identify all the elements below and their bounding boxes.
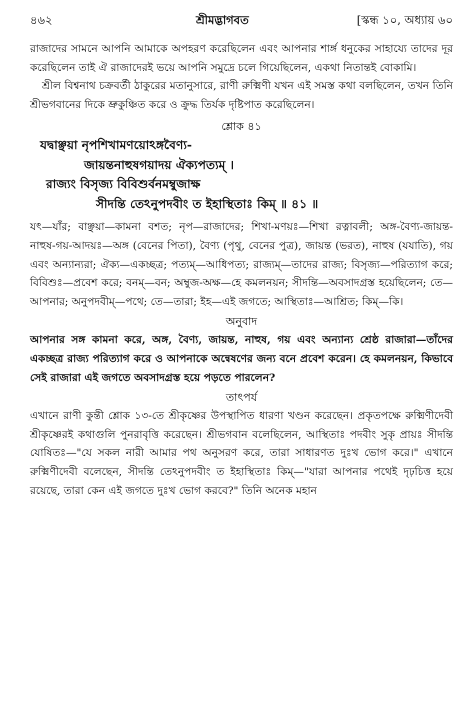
verse-label: শ্লোক ৪১ [221, 120, 262, 134]
verse-line-1: যদ্বাঞ্ছয়া নৃপশিখামণয়োঽঙ্গবৈণ্য- [40, 138, 192, 153]
page-header [30, 12, 453, 30]
synonyms: যৎ—যাঁর; বাঞ্ছয়া—কামনা বশত; নৃপ—রাজাদের; শিখা-মণয়ঃ—শিখা রত্নাবলী; অঙ্গ-বৈণ্য-জায়ন্ত-নাহুষ-গয়-আদয়ঃ—অঙ্গ (বেনের পিতা), বৈণ্য (পৃথু, বেনের পুত্র), জায়ন্ত (ভরত), নাহুষ (যযাতি), গয় এবং অন্যান্যরা; ঐক্য—একচ্ছত্র; পত্যম্—আধিপত্য; রাজ্যম্—তাদের রাজ্য; বিসৃজ্য—পরিত্যাগ করে; বিবিশুঃ—প্রবেশ করে; বনম্—বন; অম্বুজ-অক্ষ—হে কমলনয়ন; সীদন্তি—অবসাদগ্রস্ত হয়েছিলেন; তে—আপনার; অনুপদবীম্—পথে; তে—তারা; ইহ—এই জগতে; আস্থিতাঃ—আশ্রিত; কিম্—কি। [30, 221, 453, 308]
verse-line-4: সীদন্তি তেঽনুপদবীং ত ইহাস্থিতাঃ কিম্ ॥ ৪১ ॥ [96, 196, 319, 211]
purport-text: এখানে রাণী কুন্তী শ্লোক ১৩-তে শ্রীকৃষ্ণের উপস্থাপিত ধারণা খণ্ডন করেছেন। প্রকৃতপক্ষে রুক্মিণীদেবী শ্রীকৃষ্ণেরই কথাগুলি পুনরাবৃত্তি করেছেন। শ্রীভগবান বলেছিলেন, আস্থিতাঃ পদবীং সুকৃ প্রায়ঃ সীদন্তি যোষিতঃ—"যে সকল নারী আমার পথ অনুসরণ করে, তারা সাধারণত দুঃখ ভোগ করে।" এখানে রুক্মিণীদেবী বলেছেন, সীদন্তি তেঽনুপদবীং ত ইহাস্থিতাঃ কিম্—"যারা আপনার পথেই দৃঢ়চিত্ত হয়ে রয়েছে, তারা কেন এই জগতে দুঃখ ভোগ করবে?" তিনি অনেক মহান [30, 410, 453, 497]
section-label: [স্কন্ধ ১০, অধ্যায় ৬০ [356, 13, 453, 27]
page-number: ৪৬২ [30, 13, 53, 27]
translation-heading: অনুবাদ [225, 315, 258, 329]
page-body [30, 40, 453, 500]
translation-text: আপনার সঙ্গ কামনা করে, অঙ্গ, বৈণ্য, জায়ন্ত, নাহুষ, গয় এবং অন্যান্য শ্রেষ্ঠ রাজারা—তাঁদের একচ্ছত্র রাজ্য পরিত্যাগ করে ও আপনাকে অন্বেষণের জন্য বনে প্রবেশ করেন। হে কমলনয়ন, কিভাবে সেই রাজারা এই জগতে অবসাদগ্রস্ত হয়ে পড়তে পারলেন? [30, 334, 453, 384]
intro-paragraph: রাজাদের সামনে আপনি আমাকে অপহরণ করেছিলেন এবং আপনার শার্ঙ্গ ধনুকের সাহায্যে তাদের দূর করেছিলেন তাই ঐ রাজাদেরই ভয়ে আপনি সমুদ্রে চলে গিয়েছিলেন, একথা নিতান্তই বোকামি। [30, 43, 453, 74]
book-title: শ্রীমদ্ভাগবত [196, 13, 249, 27]
verse-line-2: জায়ন্তনাহুষগয়াদয় ঐক্যপত্যম্ । [84, 157, 235, 172]
verse-line-3: রাজ্যং বিসৃজ্য বিবিশুর্বনমম্বুজাক্ষ [46, 177, 201, 192]
commentary-paragraph: শ্রীল বিশ্বনাথ চক্রবর্তী ঠাকুরের মতানুসারে, রাণী রুক্মিণী যখন এই সমস্ত কথা বলছিলেন, তখন তিনি শ্রীভগবানের দিকে ভ্রুকুঞ্চিত করে ও ক্রুদ্ধ তির্যক দৃষ্টিপাত করেছিলেন। [30, 80, 453, 111]
purport-heading: তাৎপর্য [225, 391, 258, 405]
